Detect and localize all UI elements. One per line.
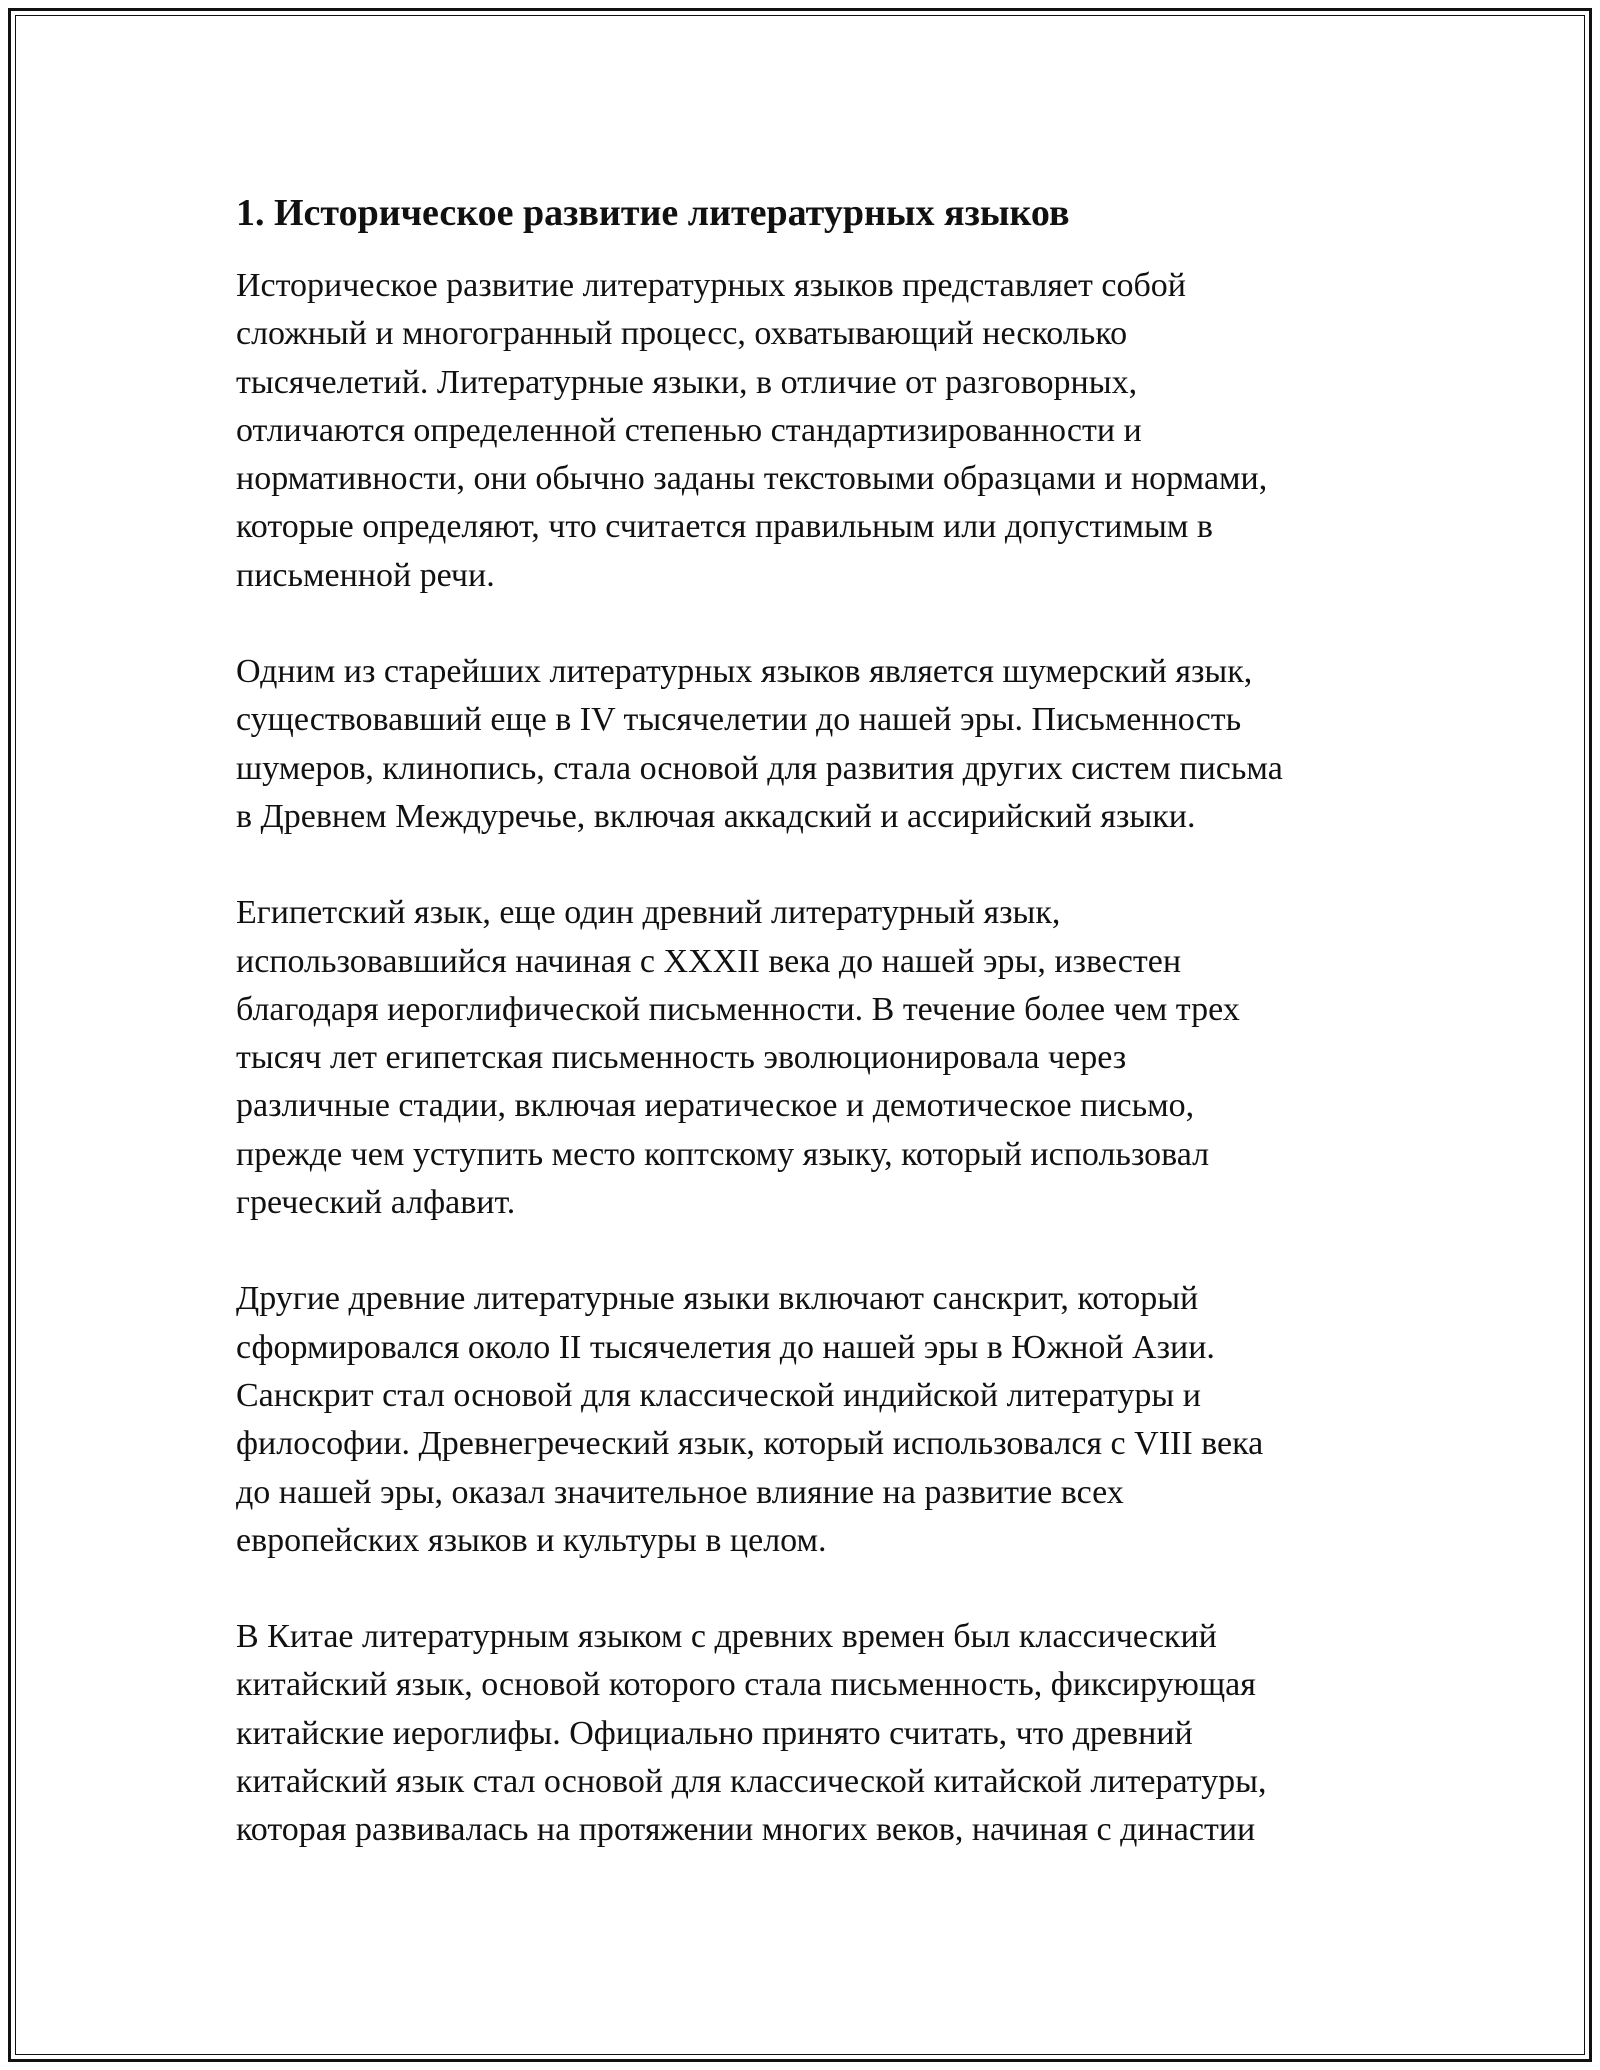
- text-line: нормативности, они обычно заданы текстовыми образцами и нормами,: [236, 460, 1268, 498]
- text-line: Одним из старейших литературных языков является шумерский язык,: [236, 653, 1253, 691]
- paragraph-5: [236, 1613, 1376, 1854]
- paragraph-4: [236, 1275, 1376, 1565]
- text-line: которая развивалась на протяжении многих веков, начиная с династии: [236, 1811, 1256, 1849]
- text-line: тысячелетий. Литературные языки, в отличие от разговорных,: [236, 363, 1138, 401]
- text-line: Египетский язык, еще один древний литературный язык,: [236, 894, 1061, 932]
- text-line: использовавшийся начиная с XXXII века до нашей эры, известен: [236, 942, 1182, 980]
- paragraph-2: [236, 648, 1376, 841]
- text-line: шумеров, клинопись, стала основой для развития других систем письма: [236, 749, 1283, 787]
- text-line: существовавший еще в IV тысячелетии до нашей эры. Письменность: [236, 701, 1242, 739]
- text-line: сформировался около II тысячелетия до нашей эры в Южной Азии.: [236, 1328, 1215, 1366]
- section-heading: 1. Историческое развитие литературных языков: [236, 192, 1070, 234]
- text-line: Историческое развитие литературных языков представляет собой: [236, 267, 1186, 304]
- text-line: Санскрит стал основой для классической индийской литературы и: [236, 1376, 1201, 1414]
- text-line: В Китае литературным языком с древних времен был классический: [236, 1618, 1217, 1656]
- text-line: прежде чем уступить место коптскому языку, который использовал: [236, 1135, 1210, 1173]
- text-line: греческий алфавит.: [236, 1184, 516, 1222]
- text-line: Другие древние литературные языки включают санскрит, который: [236, 1280, 1199, 1318]
- paragraph-1: [236, 262, 1376, 600]
- paragraph-3: [236, 889, 1376, 1227]
- text-line: отличаются определенной степенью стандартизированности и: [236, 411, 1142, 449]
- text-line: в Древнем Междуречье, включая аккадский и ассирийский языки.: [236, 797, 1196, 835]
- text-line: китайский язык стал основой для классической китайской литературы,: [236, 1763, 1267, 1801]
- text-line: философии. Древнегреческий язык, который использовался с VIII века: [236, 1425, 1264, 1463]
- text-line: до нашей эры, оказал значительное влияние на развитие всех: [236, 1473, 1124, 1511]
- text-line: письменной речи.: [236, 556, 495, 594]
- text-line: европейских языков и культуры в целом.: [236, 1521, 827, 1559]
- text-line: тысяч лет египетская письменность эволюционировала через: [236, 1039, 1127, 1077]
- text-line: сложный и многогранный процесс, охватывающий несколько: [236, 315, 1128, 353]
- text-line: различные стадии, включая иератическое и демотическое письмо,: [236, 1087, 1195, 1125]
- text-line: благодаря иероглифической письменности. В течение более чем трех: [236, 990, 1240, 1028]
- text-line: китайский язык, основой которого стала письменность, фиксирующая: [236, 1666, 1256, 1704]
- document-body: [236, 188, 1376, 1903]
- text-line: китайские иероглифы. Официально принято считать, что древний: [236, 1714, 1193, 1752]
- text-line: которые определяют, что считается правильным или допустимым в: [236, 508, 1213, 546]
